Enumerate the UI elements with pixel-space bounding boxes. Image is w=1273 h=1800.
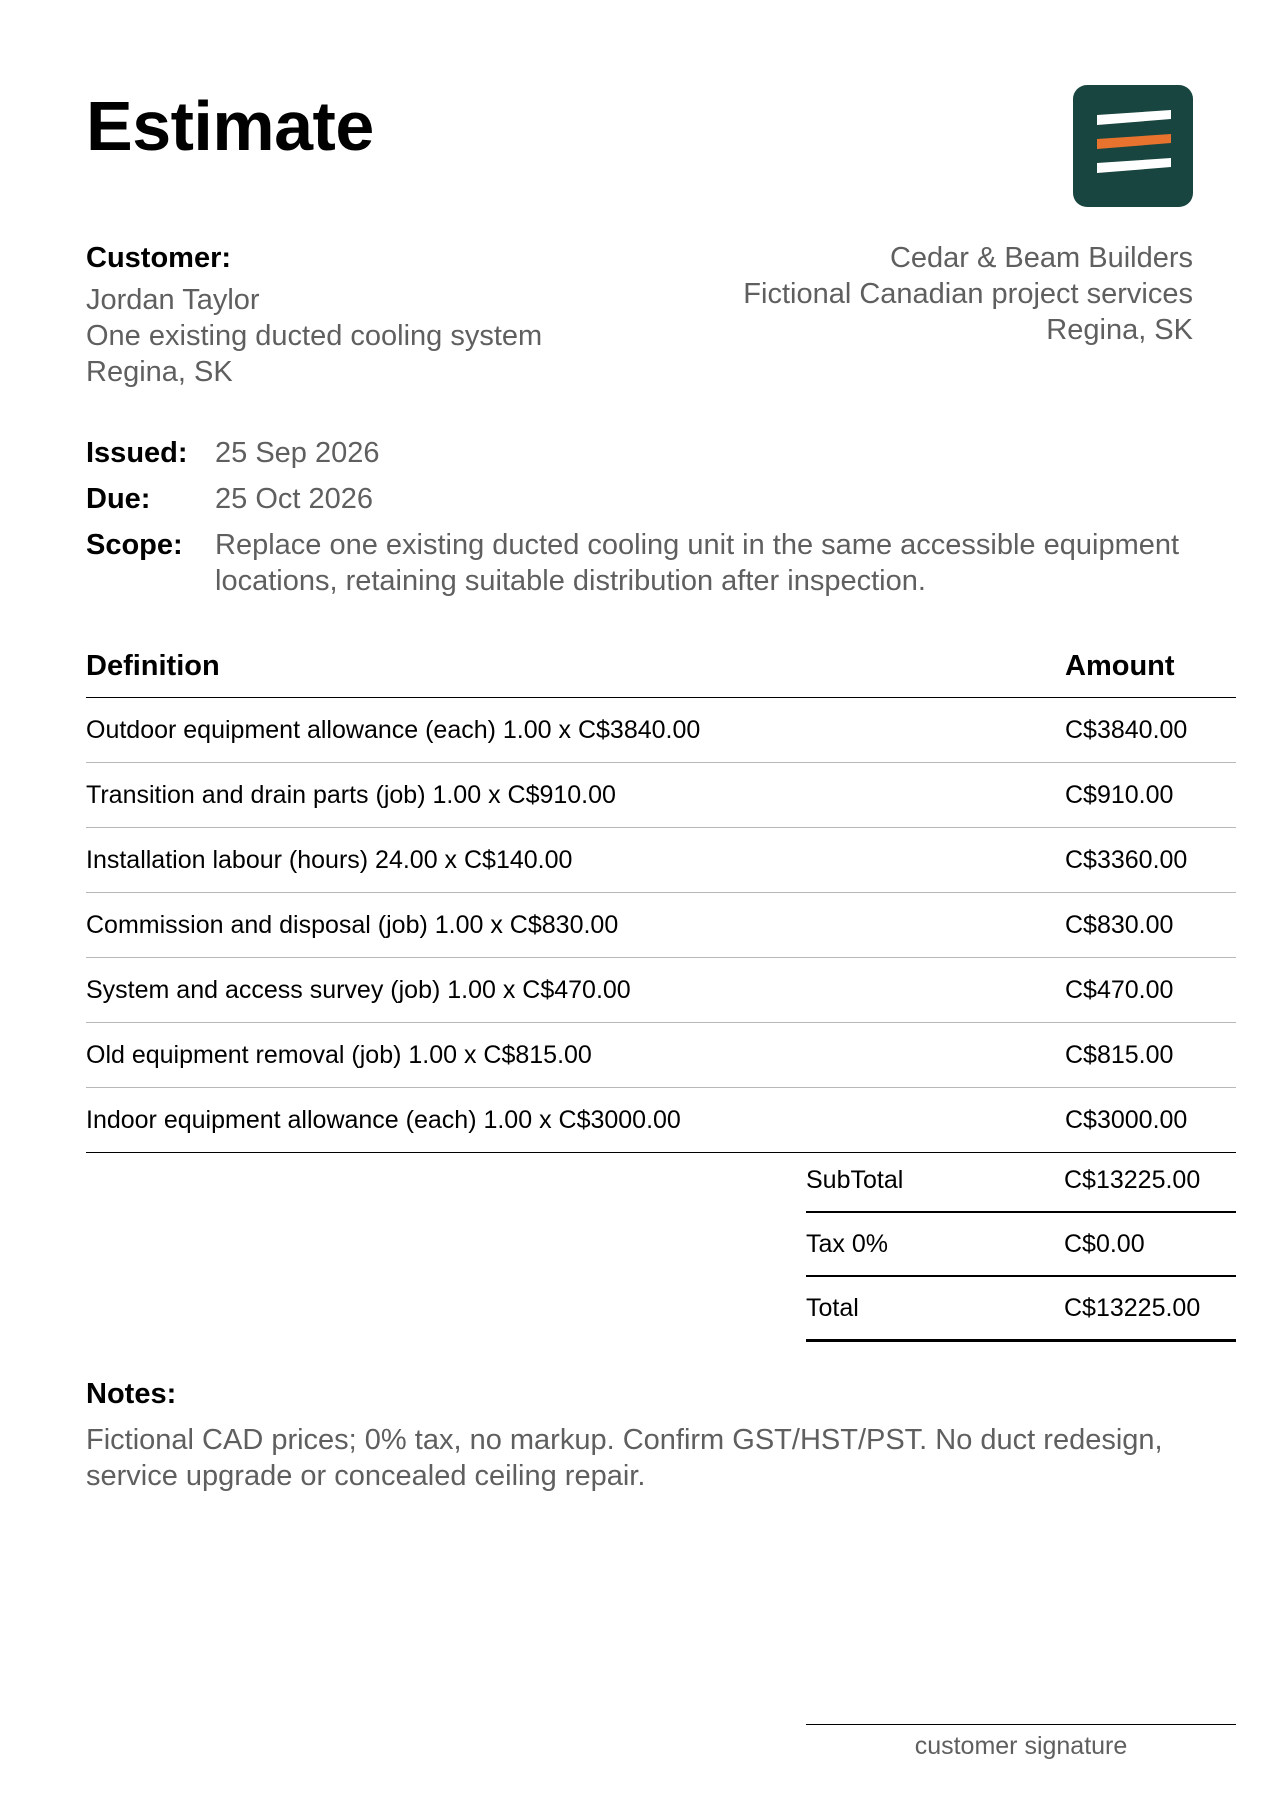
company-logo xyxy=(1073,85,1193,207)
line-definition: Indoor equipment allowance (each) 1.00 x C$3000.00 xyxy=(86,1088,1065,1153)
subtotal-row xyxy=(806,1149,1236,1212)
line-definition: Transition and drain parts (job) 1.00 x C$910.00 xyxy=(86,763,1065,828)
company-block xyxy=(743,240,1193,348)
line-amount: C$3840.00 xyxy=(1065,698,1236,763)
tax-row xyxy=(806,1212,1236,1276)
scope-text: Replace one existing ducted cooling unit in the same accessible equipment locations, retaining suitable distribution after inspection. xyxy=(215,529,1180,597)
signature-label: customer signature xyxy=(914,1732,1128,1760)
table-row xyxy=(86,958,1236,1023)
line-amount: C$910.00 xyxy=(1065,763,1236,828)
notes-block xyxy=(86,1376,1246,1494)
customer-location: Regina, SK xyxy=(86,356,233,388)
total-label: Total xyxy=(806,1276,1064,1341)
tax-label: Tax 0% xyxy=(806,1212,1064,1276)
customer-description: One existing ducted cooling system xyxy=(86,320,543,352)
line-items-table xyxy=(86,650,1236,1153)
line-amount: C$815.00 xyxy=(1065,1023,1236,1088)
notes-text: Fictional CAD prices; 0% tax, no markup. Confirm GST/HST/PST. No duct redesign, service upgrade or concealed ceiling repair. xyxy=(86,1424,1163,1492)
amount-header: Amount xyxy=(1065,650,1236,698)
table-header-row xyxy=(86,650,1236,698)
issued-row xyxy=(86,435,1196,471)
line-amount: C$3000.00 xyxy=(1065,1088,1236,1153)
notes-label: Notes: xyxy=(86,1378,177,1410)
line-amount: C$3360.00 xyxy=(1065,828,1236,893)
company-location: Regina, SK xyxy=(1046,314,1193,346)
totals-table xyxy=(806,1149,1236,1342)
customer-block xyxy=(86,240,542,390)
issued-label: Issued: xyxy=(86,437,188,469)
line-definition: Installation labour (hours) 24.00 x C$140.00 xyxy=(86,828,1065,893)
definition-header: Definition xyxy=(86,650,1065,698)
table-row xyxy=(86,1088,1236,1153)
company-tagline: Fictional Canadian project services xyxy=(743,278,1193,310)
total-value: C$13225.00 xyxy=(1064,1276,1236,1341)
due-date: 25 Oct 2026 xyxy=(215,483,373,515)
line-definition: Commission and disposal (job) 1.00 x C$830.00 xyxy=(86,893,1065,958)
table-row xyxy=(86,1023,1236,1088)
line-definition: Outdoor equipment allowance (each) 1.00 x C$3840.00 xyxy=(86,698,1065,763)
customer-name: Jordan Taylor xyxy=(86,284,260,316)
tax-value: C$0.00 xyxy=(1064,1212,1236,1276)
signature-line xyxy=(806,1724,1236,1725)
scope-label: Scope: xyxy=(86,529,183,561)
total-row xyxy=(806,1276,1236,1341)
subtotal-label: SubTotal xyxy=(806,1149,1064,1212)
company-name: Cedar & Beam Builders xyxy=(889,242,1193,274)
line-definition: System and access survey (job) 1.00 x C$470.00 xyxy=(86,958,1065,1023)
due-row xyxy=(86,481,1196,517)
line-amount: C$830.00 xyxy=(1065,893,1236,958)
customer-label: Customer: xyxy=(86,242,232,274)
stacked-planks-icon xyxy=(1073,85,1193,207)
due-label: Due: xyxy=(86,483,151,515)
subtotal-value: C$13225.00 xyxy=(1064,1149,1236,1212)
estimate-meta xyxy=(86,435,1196,609)
scope-row xyxy=(86,527,1196,599)
table-row xyxy=(86,763,1236,828)
table-row xyxy=(86,828,1236,893)
table-row xyxy=(86,698,1236,763)
line-amount: C$470.00 xyxy=(1065,958,1236,1023)
issued-date: 25 Sep 2026 xyxy=(215,437,380,469)
table-row xyxy=(86,893,1236,958)
document-title: Estimate xyxy=(86,87,374,165)
line-definition: Old equipment removal (job) 1.00 x C$815.00 xyxy=(86,1023,1065,1088)
